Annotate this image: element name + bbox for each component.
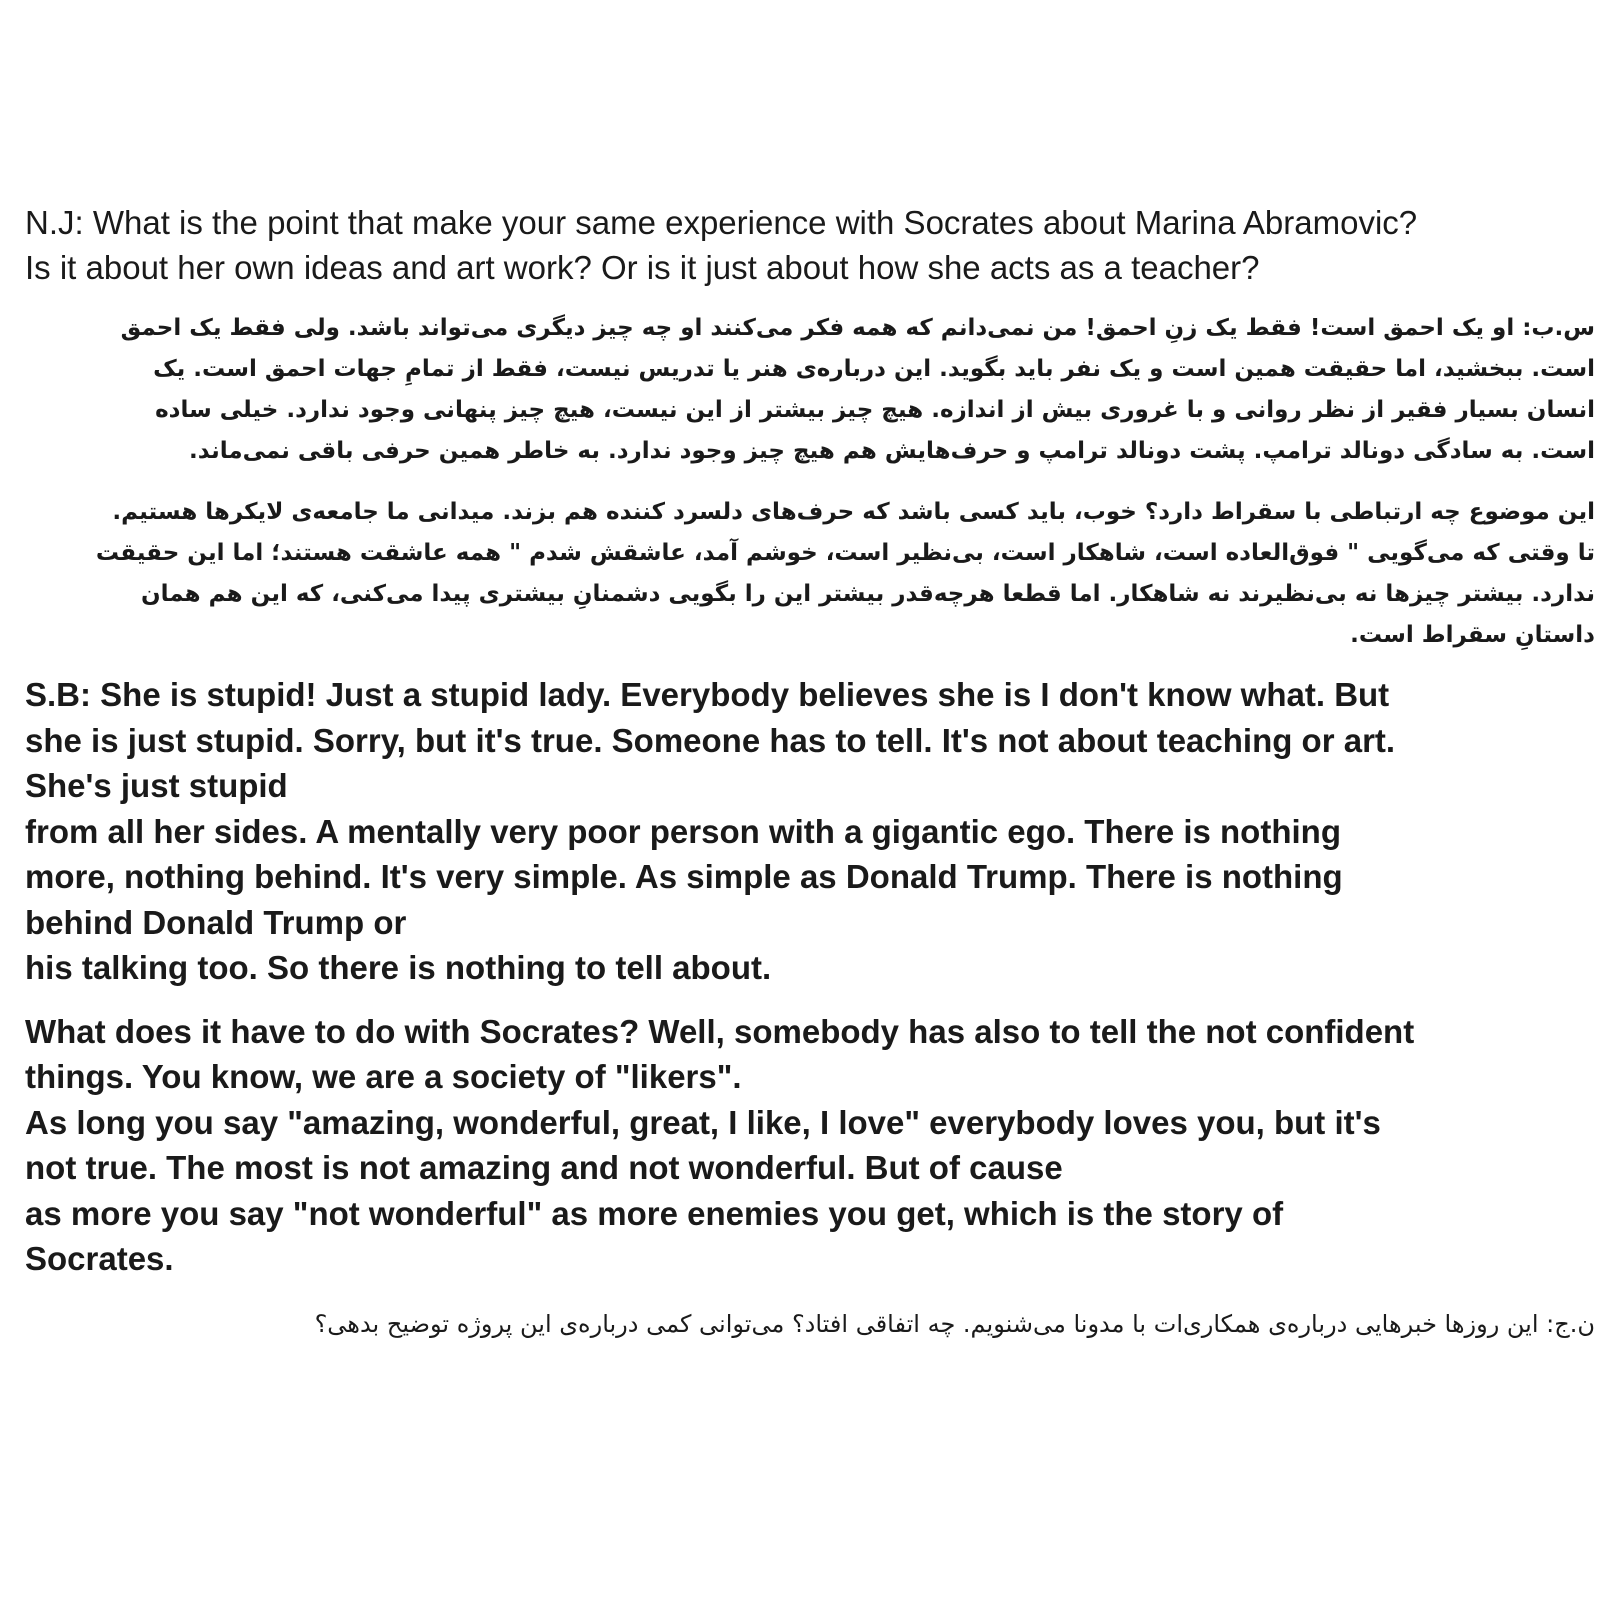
text-line: things. You know, we are a society of "likers". xyxy=(25,1058,742,1095)
answer-sb-persian-1 xyxy=(25,308,1595,472)
text-line: ندارد. بیشتر چیزها نه بی‌نظیرند نه شاهکار. اما قطعا هرچه‌قدر بیشتر این را بگویی دشمنانِ بیشتری پیدا می‌کنی، که این هم همان xyxy=(141,581,1595,607)
text-line: این موضوع چه ارتباطی با سقراط دارد؟ خوب، باید کسی باشد که حرف‌های دلسرد کننده هم بزند. میدانی ما جامعه‌ی لایکرها هستیم. xyxy=(112,499,1595,525)
question-nj-english xyxy=(25,200,1595,290)
text-line: N.J: What is the point that make your same experience with Socrates about Marina Abramovic? xyxy=(25,204,1418,241)
text-line: As long you say "amazing, wonderful, great, I like, I love" everybody loves you, but it's xyxy=(25,1103,1381,1141)
text-line: She's just stupid xyxy=(25,767,288,804)
text-line: What does it have to do with Socrates? Well, somebody has also to tell the not confident xyxy=(25,1012,1415,1050)
answer-sb-persian-2 xyxy=(25,492,1595,656)
text-line: تا وقتی که می‌گویی " فوق‌العاده است، شاهکار است، بی‌نظیر است، خوشم آمد، عاشقش شدم " همه عاشقت هستند؛ اما این حقیقت xyxy=(95,540,1595,566)
question-nj-persian-2 xyxy=(25,1304,1595,1344)
text-line: more, nothing behind. It's very simple. As simple as Donald Trump. There is nothing xyxy=(25,858,1343,895)
text-line: S.B: She is stupid! Just a stupid lady. Everybody believes she is I don't know what. But xyxy=(25,676,1390,713)
text-line: as more you say "not wonderful" as more enemies you get, which is the story of xyxy=(25,1194,1284,1232)
text-line: not true. The most is not amazing and not wonderful. But of cause xyxy=(25,1149,1063,1186)
answer-sb-english-1 xyxy=(25,672,1595,991)
text-line: Is it about her own ideas and art work? Or is it just about how she acts as a teacher? xyxy=(25,249,1260,286)
text-line: داستانِ سقراط است. xyxy=(1350,622,1595,648)
text-line: from all her sides. A mentally very poor person with a gigantic ego. There is nothing xyxy=(25,812,1341,850)
text-line: ن.ج: این روزها خبرهایی درباره‌ی همکاری‌ات با مدونا می‌شنویم. چه اتفاقی افتاد؟ می‌توانی کمی درباره‌ی این پروژه توضیح بدهی؟ xyxy=(314,1309,1595,1338)
text-line: س.ب: او یک احمق است! فقط یک زنِ احمق! من نمی‌دانم که همه فکر می‌کنند او چه چیز دیگری می‌تواند باشد. ولی فقط یک احمق xyxy=(120,315,1595,341)
text-line: behind Donald Trump or xyxy=(25,903,407,941)
answer-sb-english-2 xyxy=(25,1009,1595,1282)
text-line: است. ببخشید، اما حقیقت همین است و یک نفر باید بگوید. این درباره‌ی هنر یا تدریس نیست، فقط از تمامِ جهات احمق است. یک xyxy=(153,356,1595,382)
text-line: his talking too. So there is nothing to tell about. xyxy=(25,949,772,986)
text-line: است. به سادگی دونالد ترامپ. پشت دونالد ترامپ و حرف‌هایش هم هیچ چیز وجود ندارد. به خاطر همین حرفی باقی نمی‌ماند. xyxy=(189,438,1595,464)
text-line: she is just stupid. Sorry, but it's true. Someone has to tell. It's not about teaching or art. xyxy=(25,721,1396,759)
text-line: Socrates. xyxy=(25,1240,174,1277)
text-line: انسان بسیار فقیر از نظر روانی و با غروری بیش از اندازه. هیچ چیز بیشتر از این نیست، هیچ چیز پنهانی وجود ندارد. خیلی ساده xyxy=(155,397,1595,423)
interview-document xyxy=(25,200,1595,1344)
